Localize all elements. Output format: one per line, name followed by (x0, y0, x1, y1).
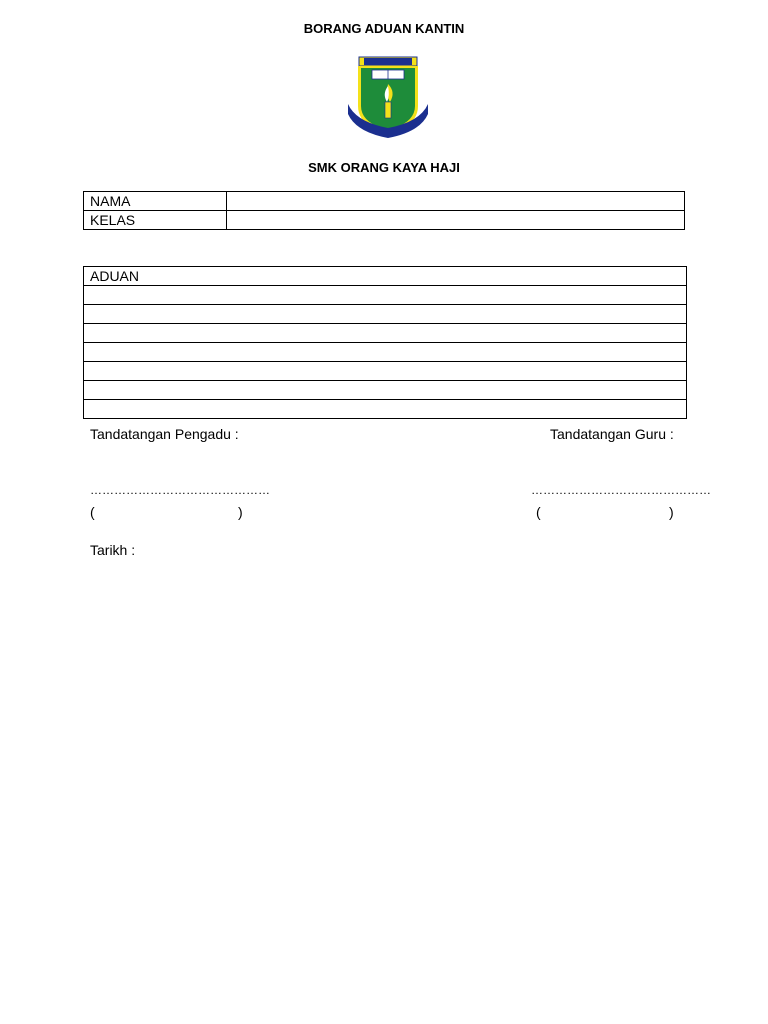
class-field[interactable] (227, 211, 685, 230)
complaint-line[interactable] (84, 362, 687, 381)
complainant-signature-label: Tandatangan Pengadu : (90, 426, 239, 442)
name-field[interactable] (227, 192, 685, 211)
complainant-signature-line[interactable]: ……………………………………… (90, 483, 270, 497)
complaint-line[interactable] (84, 400, 687, 419)
complainant-name-close-paren: ) (238, 504, 243, 520)
teacher-signature-label: Tandatangan Guru : (550, 426, 674, 442)
complaint-line[interactable] (84, 286, 687, 305)
table-row (84, 211, 685, 230)
table-row (84, 192, 685, 211)
date-label: Tarikh : (90, 542, 136, 558)
complaint-table (83, 266, 687, 419)
name-label: NAMA (84, 192, 227, 211)
complaint-line[interactable] (84, 381, 687, 400)
form-title: BORANG ADUAN KANTIN (303, 21, 465, 36)
teacher-name-open-paren: ( (536, 504, 541, 520)
complaint-header: ADUAN (84, 267, 687, 286)
complainant-name-open-paren: ( (90, 504, 95, 520)
complaint-line[interactable] (84, 305, 687, 324)
complaint-line[interactable] (84, 343, 687, 362)
teacher-name-close-paren: ) (669, 504, 674, 520)
school-crest-logo (346, 56, 430, 140)
complaint-line[interactable] (84, 324, 687, 343)
teacher-signature-line[interactable]: ……………………………………… (531, 483, 711, 497)
school-name: SMK ORANG KAYA HAJI (308, 160, 460, 175)
identity-table (83, 191, 685, 230)
class-label: KELAS (84, 211, 227, 230)
